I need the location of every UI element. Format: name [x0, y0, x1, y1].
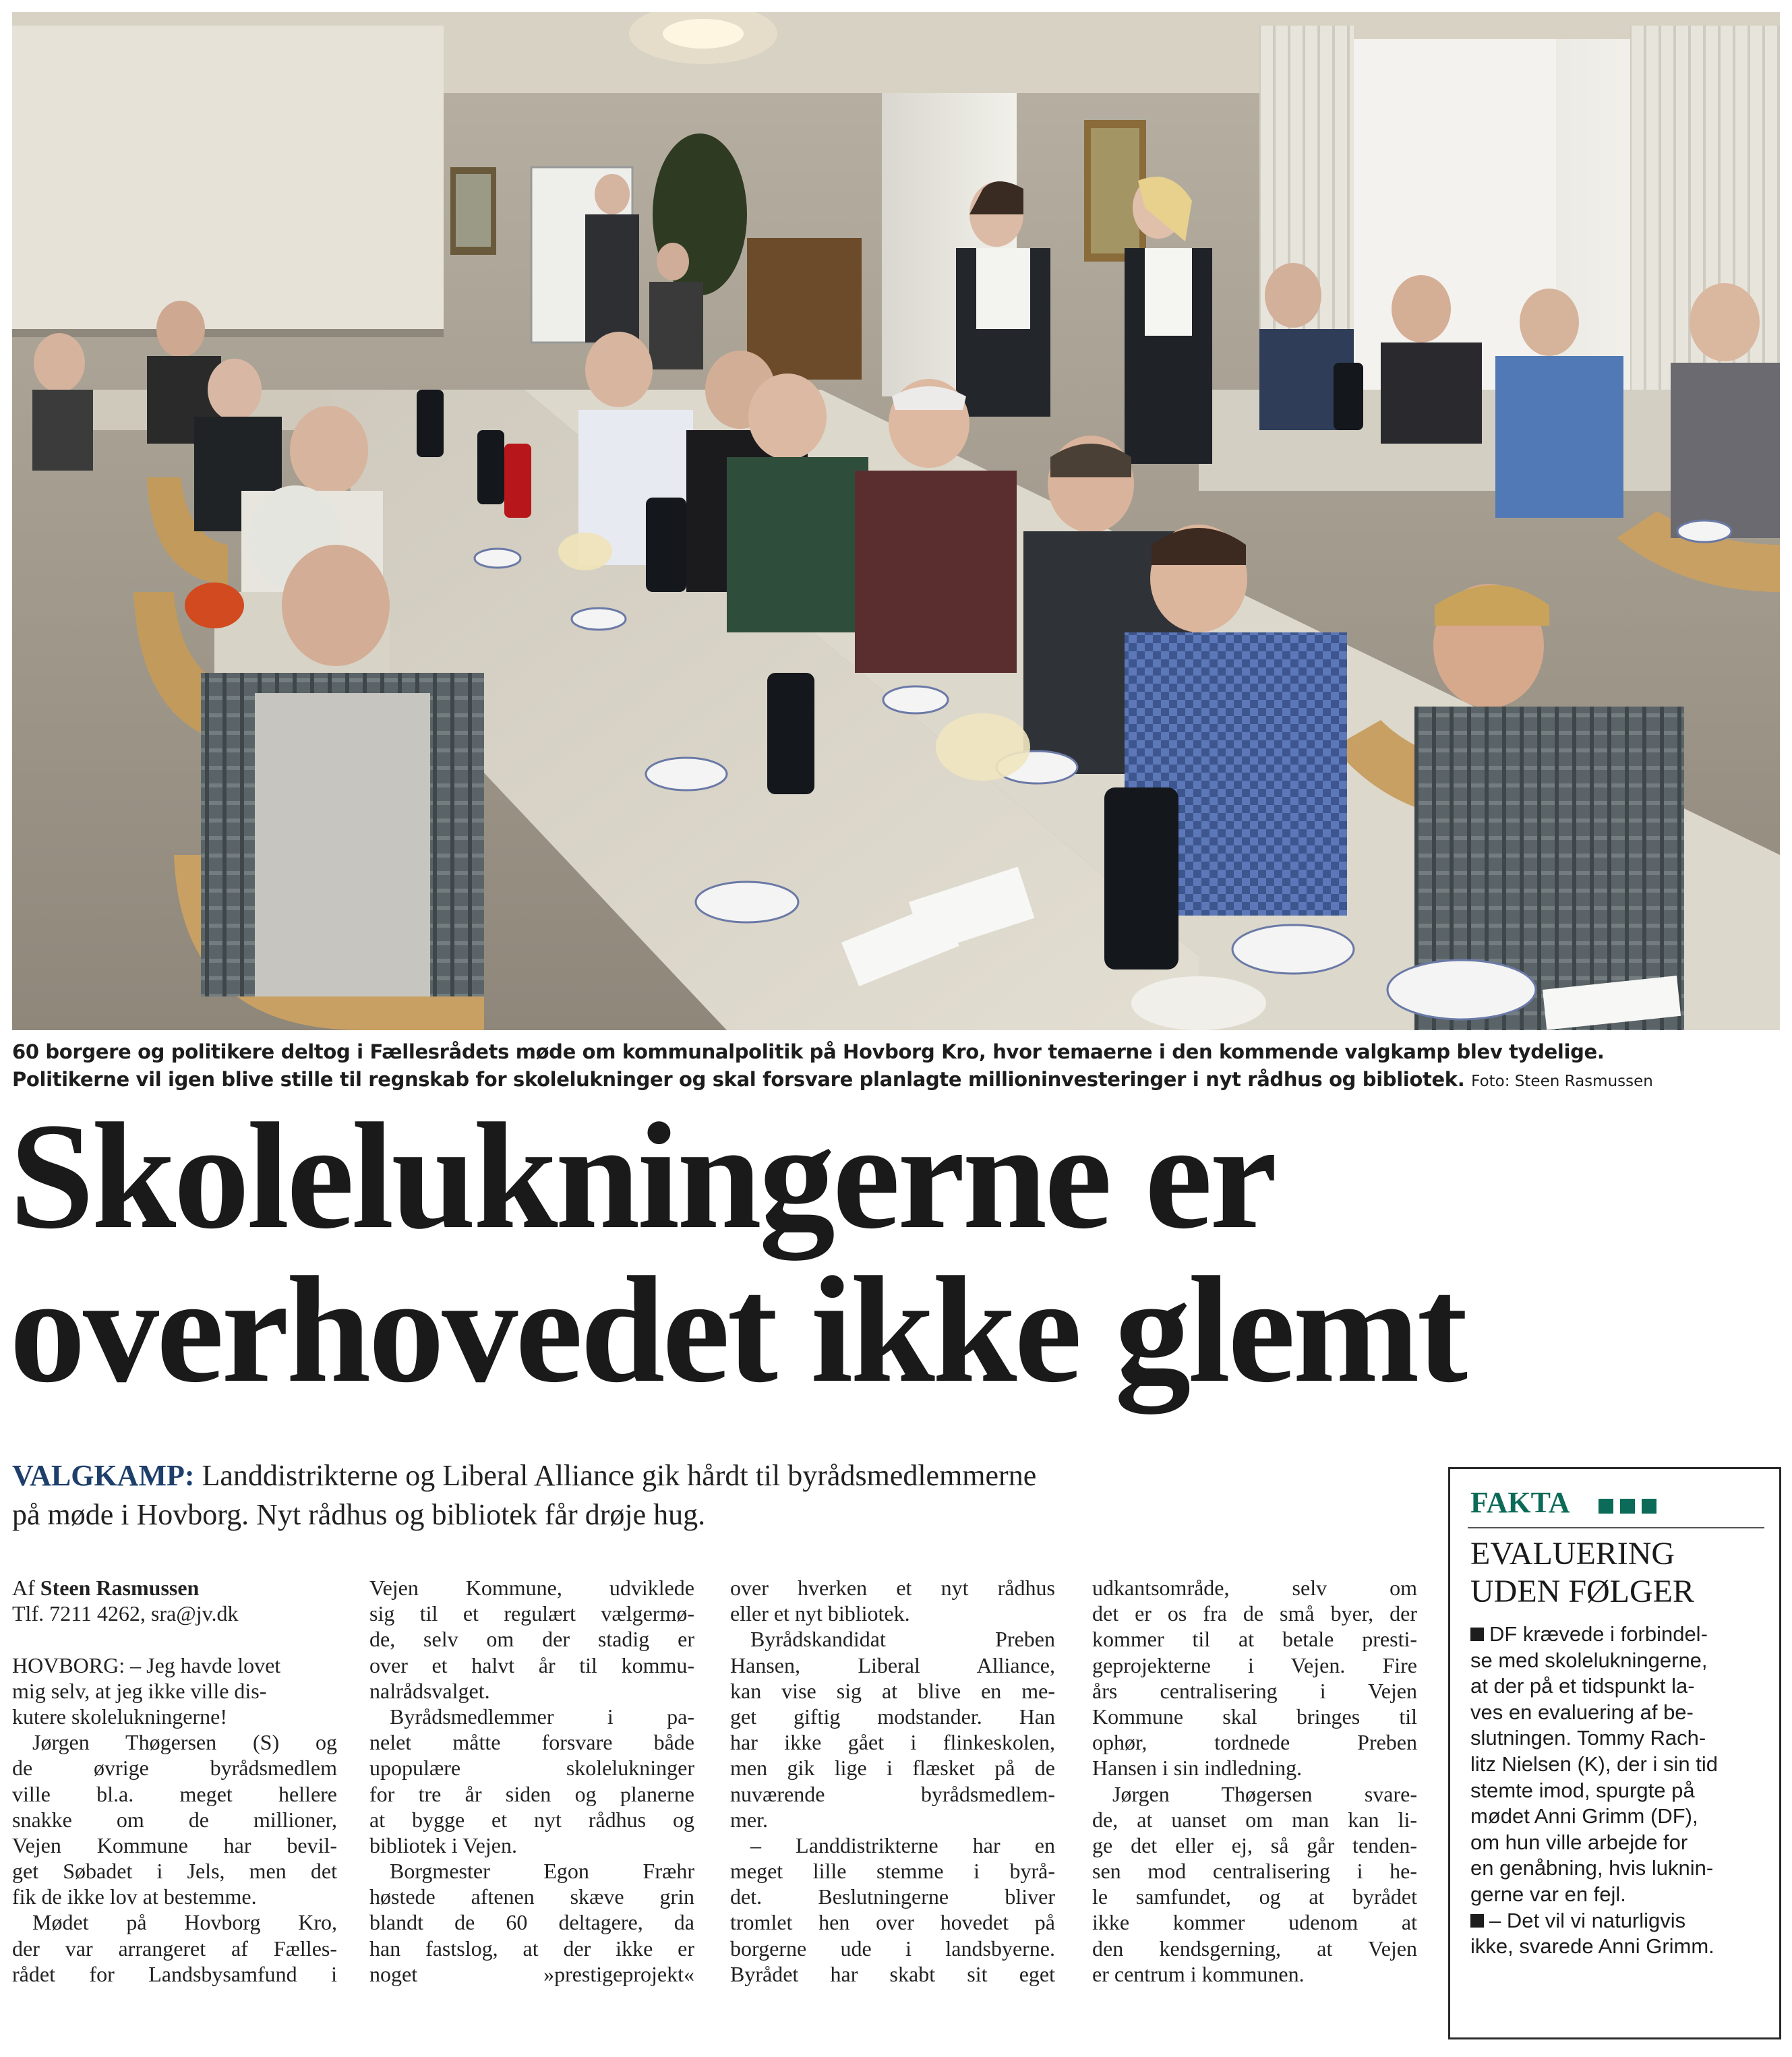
photo-caption	[12, 1038, 1785, 1096]
fakta-title-line-2: UDEN FØLGER	[1470, 1574, 1694, 1609]
col3-line: Byrådskandidat Preben	[750, 1627, 1055, 1652]
col4-line: det er os fra de små byer, der	[1092, 1601, 1417, 1626]
col4-line: ge det eller ej, så går tenden-	[1092, 1832, 1417, 1857]
col3-line: Hansen, Liberal Alliance,	[730, 1652, 1055, 1677]
col3-line: eller et nyt bibliotek.	[730, 1601, 910, 1626]
lead-paragraph	[12, 1456, 1428, 1534]
col4-line: den kendsgerning, at Vejen	[1092, 1936, 1417, 1961]
col3-line: kan vise sig at blive en me-	[730, 1678, 1055, 1703]
fakta-divider	[1468, 1527, 1764, 1528]
col3-line: get giftig modstander. Han	[730, 1704, 1055, 1729]
col3-line: det. Beslutningerne bliver	[730, 1884, 1055, 1909]
col2-line: sig til et regulært vælgermø-	[369, 1601, 694, 1626]
fakta-line: en genåbning, hvis luknin-	[1470, 1856, 1714, 1880]
spacer	[12, 1626, 337, 1652]
bullet-square-icon	[1470, 1914, 1484, 1928]
col3-line: borgerne ude i landsbyerne.	[730, 1936, 1055, 1961]
col4-line: ikke kommer udenom at	[1092, 1910, 1417, 1935]
photo-credit: Foto: Steen Rasmussen	[1471, 1073, 1653, 1090]
fakta-line-text: – Det vil vi naturligvis	[1489, 1908, 1686, 1932]
article-column-1	[12, 1575, 337, 1987]
headline-line-1: Skolelukningerne er	[9, 1092, 1275, 1260]
col3-line: meget lille stemme i byrå-	[730, 1859, 1055, 1884]
col2-line: høstede aftenen skæve grin	[369, 1884, 694, 1909]
col1-line: snakke om de millioner,	[12, 1807, 337, 1832]
col4-line: Hansen i sin indledning.	[1092, 1756, 1303, 1781]
fakta-line: se med skolelukningerne,	[1470, 1648, 1708, 1672]
col1-line: fik de ikke lov at bestemme.	[12, 1884, 257, 1909]
col4-line: le samfundet, og at byrådet	[1092, 1884, 1417, 1909]
col4-line: års centralisering i Vejen	[1092, 1678, 1417, 1703]
col3-line: men gik lige i flæsket på de	[730, 1756, 1055, 1781]
fakta-line: slutningen. Tommy Rach-	[1470, 1726, 1706, 1750]
col1-line: de øvrige byrådsmedlem	[12, 1756, 337, 1781]
col4-line: Jørgen Thøgersen svare-	[1112, 1781, 1417, 1806]
col2-line: for tre år siden og planerne	[369, 1781, 694, 1806]
article-column-2	[369, 1575, 694, 1987]
fakta-text	[1470, 1621, 1766, 1960]
article-column-3	[730, 1575, 1055, 1987]
col2-line: de, selv om der stadig er	[369, 1627, 694, 1652]
col3-line: mer.	[730, 1807, 768, 1832]
col3-line: har ikke gået i flinkeskolen,	[730, 1730, 1055, 1755]
byline-prefix: Af	[12, 1576, 35, 1600]
col1-line: Vejen Kommune har bevil-	[12, 1832, 337, 1857]
fakta-line: stemte imod, spurgte på	[1470, 1778, 1695, 1802]
fakta-line: ikke, svarede Anni Grimm.	[1470, 1934, 1714, 1959]
col1-line: der var arrangeret af Fælles-	[12, 1936, 337, 1961]
lead-line-1-text: Landdistrikterne og Liberal Alliance gik hårdt til byrådsmedlemmerne	[202, 1459, 1037, 1492]
col4-line: de, at uanset om man kan li-	[1092, 1807, 1417, 1832]
fakta-box	[1448, 1467, 1781, 2039]
col2-line: Byrådsmedlemmer i pa-	[390, 1704, 694, 1729]
col1-line: get Søbadet i Jels, men det	[12, 1859, 337, 1884]
fakta-line: gerne var en fejl.	[1470, 1882, 1626, 1906]
caption-line-1: 60 borgere og politikere deltog i Fællesrådets møde om kommunalpolitik på Hovborg Kro, hvor temaerne i den kommende valgkamp blev tydelige.	[12, 1040, 1605, 1063]
col1-line: mig selv, at jeg ikke ville dis-	[12, 1678, 267, 1703]
col2-line: at bygge et nyt rådhus og	[369, 1807, 694, 1832]
fakta-line	[1470, 1621, 1766, 1648]
col3-line: Byrådet har skabt sit eget	[730, 1961, 1055, 1986]
fakta-line-text: DF krævede i forbindel-	[1489, 1622, 1708, 1646]
fakta-line: litz Nielsen (K), der i sin tid	[1470, 1752, 1718, 1776]
fakta-title	[1470, 1535, 1767, 1611]
col2-line: Borgmester Egon Fræhr	[390, 1859, 694, 1884]
col2-line: nalrådsvalget.	[369, 1678, 490, 1703]
col4-line: geprojekterne i Vejen. Fire	[1092, 1652, 1417, 1677]
col2-line: blandt de 60 deltagere, da	[369, 1910, 694, 1935]
col2-line: upopulære skolelukninger	[369, 1756, 694, 1781]
col4-line: udkantsområde, selv om	[1092, 1576, 1417, 1600]
col1-line: Jørgen Thøgersen (S) og	[32, 1730, 337, 1755]
col2-line: Vejen Kommune, udviklede	[369, 1576, 694, 1600]
lead-line-1	[12, 1456, 1428, 1495]
lead-kicker: VALGKAMP:	[12, 1459, 195, 1492]
fakta-label: FAKTA	[1470, 1486, 1570, 1519]
byline-contact: Tlf. 7211 4262, sra@jv.dk	[12, 1601, 239, 1626]
caption-line-2-text: Politikerne vil igen blive stille til regnskab for skolelukninger og skal forsvare planlagte millioninvesteringer i nyt rådhus og bibliotek.	[12, 1068, 1465, 1091]
col4-line: sen mod centralisering i he-	[1092, 1859, 1417, 1884]
col3-line: nuværende byrådsmedlem-	[730, 1781, 1055, 1806]
col3-line: tromlet hen over hovedet på	[730, 1910, 1055, 1935]
fakta-line: at der på et tidspunkt la-	[1470, 1674, 1695, 1698]
col2-line: han fastslog, at der ikke er	[369, 1936, 694, 1961]
col3-line: over hverken et nyt rådhus	[730, 1576, 1055, 1600]
col1-line: rådet for Landsbysamfund i	[12, 1961, 337, 1986]
article-column-4	[1092, 1575, 1417, 1987]
bullet-square-icon	[1470, 1628, 1484, 1641]
fakta-squares-icon	[1599, 1499, 1663, 1517]
headline-line-2: overhovedet ikke glemt	[9, 1245, 1465, 1414]
col4-line: er centrum i kommunen.	[1092, 1961, 1305, 1986]
headline	[9, 1092, 1762, 1414]
byline-author: Steen Rasmussen	[40, 1576, 200, 1600]
meeting-photo-illustration	[12, 12, 1780, 1030]
byline	[12, 1575, 337, 1601]
col4-line: ophør, tordnede Preben	[1092, 1730, 1417, 1755]
col1-line: kutere skolelukningerne!	[12, 1704, 227, 1729]
fakta-line: ves en evaluering af be-	[1470, 1700, 1694, 1724]
col1-line: ville bl.a. meget hellere	[12, 1781, 337, 1806]
fakta-title-line-1: EVALUERING	[1470, 1536, 1675, 1572]
lead-line-2: på møde i Hovborg. Nyt rådhus og bibliotek får drøje hug.	[12, 1498, 706, 1531]
col2-line: over et halvt år til kommu-	[369, 1652, 694, 1677]
col3-line: – Landdistrikterne har en	[750, 1832, 1055, 1857]
col1-line: HOVBORG: – Jeg havde lovet	[12, 1652, 281, 1677]
col4-line: kommer til at betale presti-	[1092, 1627, 1417, 1652]
col2-line: bibliotek i Vejen.	[369, 1832, 517, 1857]
col1-line: Mødet på Hovborg Kro,	[32, 1910, 337, 1935]
fakta-line	[1470, 1908, 1766, 1934]
col2-line: nelet måtte forsvare både	[369, 1730, 694, 1755]
col2-line: noget »prestigeprojekt«	[369, 1961, 694, 1986]
col4-line: Kommune skal bringes til	[1092, 1704, 1417, 1729]
fakta-line: mødet Anni Grimm (DF),	[1470, 1804, 1698, 1828]
fakta-line: om hun ville arbejde for	[1470, 1830, 1688, 1854]
meeting-photo	[12, 12, 1780, 1030]
